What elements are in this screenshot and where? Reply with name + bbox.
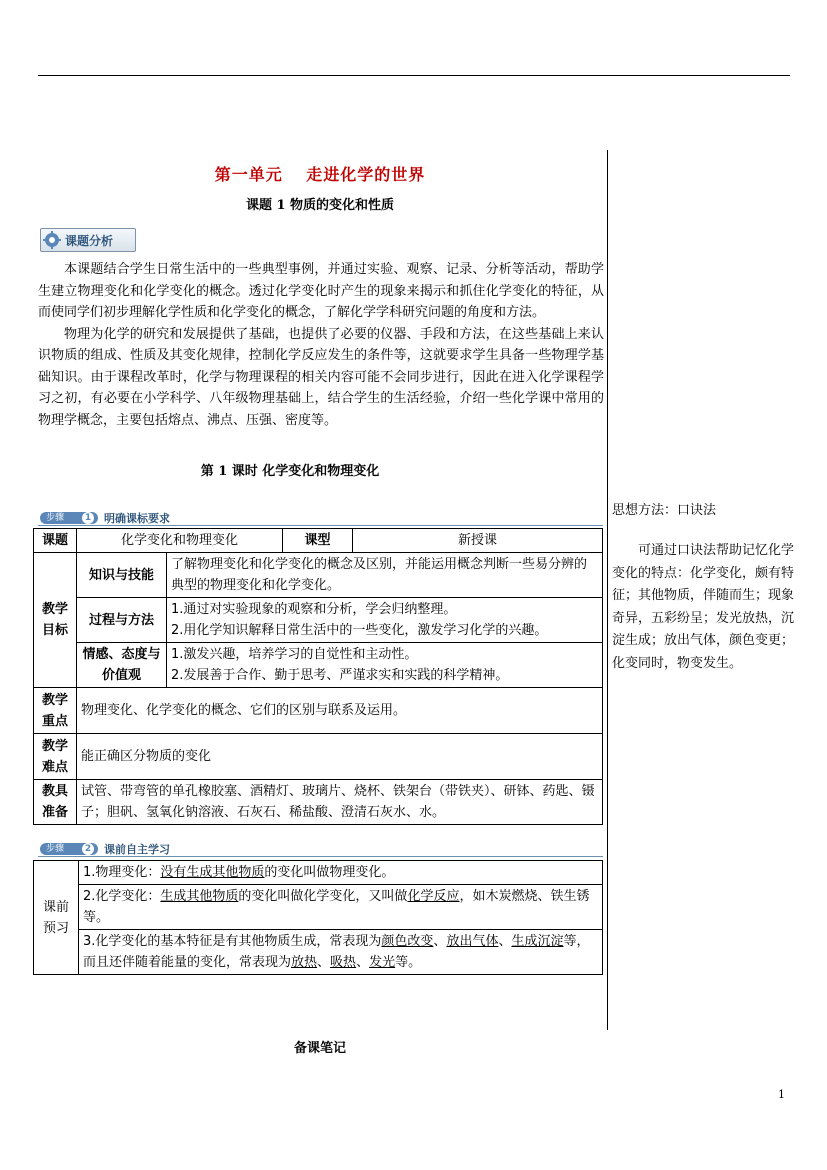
difficulty-label: 教学难点 (34, 734, 77, 780)
header-rule (38, 75, 790, 76)
intro-text (38, 259, 604, 431)
tools-value: 试管、带弯管的单孔橡胶塞、酒精灯、玻璃片、烧杯、铁架台（带铁夹）、研钵、药匙、镊子；胆矾、氢氧化钠溶液、石灰石、稀盐酸、澄清石灰水、水。 (77, 780, 603, 825)
preview-table (33, 860, 603, 975)
process-label: 过程与方法 (77, 598, 167, 643)
intro-paragraph-2: 物理为化学的研究和发展提供了基础，也提供了必要的仪器、手段和方法，在这些基础上来认识物质的组成、性质及其变化规律，控制化学反应发生的条件等，这就要求学生具备一些物理学基础知识。由于课程改革时，化学与物理课程的相关内容可能不会同步进行，因此在进入化学课程学习之初，有必要在小学科学、八年级物理基础上，结合学生的生活经验，介绍一些化学课中常用的物理学概念，主要包括熔点、沸点、压强、密度等。 (38, 326, 604, 428)
emotion-item-1: 1.激发兴趣，培养学习的自觉性和主动性。 (171, 647, 418, 662)
step-label: 课前自主学习 (104, 843, 170, 856)
answer-blank: 发光 (369, 955, 396, 970)
type-label: 课型 (283, 529, 353, 553)
step-pill: 步骤 (40, 512, 98, 524)
text: ，如木炭燃烧、铁生锈等。 (83, 889, 590, 925)
key-value: 物理变化、化学变化的概念、它们的区别与联系及运用。 (77, 688, 603, 734)
key-label: 教学重点 (34, 688, 77, 734)
tools-label: 教具准备 (34, 780, 77, 825)
step-2-header (38, 842, 603, 857)
answer-blank: 化学反应 (407, 889, 460, 904)
preview-label: 课前预习 (34, 861, 79, 975)
knowledge-label: 知识与技能 (77, 553, 167, 598)
sidebar-body: 可通过口诀法帮助记忆化学变化的特点：化学变化，颇有特征；其他物质，伴随而生；现象奇异，五彩纷呈；发光放热，沉淀生成；放出气体，颜色变更；化变同时，物变发生。 (612, 543, 795, 671)
text: 等，而且还伴随着能量的变化，常表现为 (83, 934, 590, 970)
process-value (167, 598, 603, 643)
preview-row-2 (79, 885, 603, 930)
answer-blank: 放出气体 (446, 934, 499, 949)
badge-label: 课题分析 (65, 234, 114, 248)
text: 、 (356, 955, 370, 970)
step-number: 2 (82, 843, 94, 855)
text: 、 (317, 955, 331, 970)
answer-blank: 没有生成其他物质 (160, 865, 265, 880)
emotion-label: 情感、态度与价值观 (77, 643, 167, 688)
lesson-plan-table (33, 528, 603, 825)
text: 2.化学变化： (83, 889, 161, 904)
step-pill: 步骤 (40, 843, 98, 855)
lesson-title: 第 1 课时 化学变化和物理变化 (200, 464, 380, 479)
answer-blank: 颜色改变 (381, 934, 434, 949)
gear-icon (43, 231, 61, 249)
difficulty-value: 能正确区分物质的变化 (77, 734, 603, 780)
emotion-item-2: 2.发展善于合作、勤于思考、严谨求实和实践的科学精神。 (171, 668, 509, 683)
answer-blank: 生成其他物质 (160, 889, 239, 904)
process-item-2: 2.用化学知识解释日常生活中的一些变化，激发学习化学的兴趣。 (171, 623, 548, 638)
unit-title: 第一单元 走进化学的世界 (214, 165, 426, 184)
emotion-value (167, 643, 603, 688)
type-value: 新授课 (353, 529, 603, 553)
text: 等。 (395, 955, 422, 970)
text: 、 (433, 934, 447, 949)
topic-title: 课题 1 物质的变化和性质 (245, 198, 395, 213)
preview-row-1 (79, 861, 603, 885)
answer-blank: 生成沉淀 (511, 934, 564, 949)
notes-label: 备课笔记 (293, 1041, 346, 1056)
answer-blank: 吸热 (330, 955, 357, 970)
margin-divider (607, 150, 608, 1030)
process-item-1: 1.通过对实验现象的观察和分析，学会归纳整理。 (171, 602, 457, 617)
text: 、 (498, 934, 512, 949)
intro-paragraph-1: 本课题结合学生日常生活中的一些典型事例，并通过实验、观察、记录、分析等活动，帮助学生建立物理变化和化学变化的概念。透过化学变化时产生的现象来揭示和抓住化学变化的特征，从而使同学们初步理解化学性质和化学变化的概念，了解化学学科研究问题的角度和方法。 (38, 262, 604, 320)
step-label: 明确课标要求 (104, 512, 170, 525)
preview-row-3 (79, 930, 603, 975)
section-badge (40, 228, 136, 252)
text: 的变化叫做化学变化，又叫做 (238, 889, 408, 904)
knowledge-value: 了解物理变化和化学变化的概念及区别，并能运用概念判断一些易分辨的典型的物理变化和化学变化。 (167, 553, 603, 598)
page-number: 1 (778, 1088, 785, 1101)
step-1-header (38, 511, 603, 526)
sidebar-heading: 思想方法：口诀法 (612, 503, 717, 518)
text: 3.化学变化的基本特征是有其他物质生成，常表现为 (83, 934, 382, 949)
topic-label: 课题 (34, 529, 77, 553)
goals-label: 教学目标 (34, 553, 77, 688)
step-number: 1 (82, 512, 94, 524)
sidebar-note (612, 540, 794, 675)
answer-blank: 放热 (291, 955, 318, 970)
topic-value: 化学变化和物理变化 (77, 529, 283, 553)
text: 的变化叫做物理变化。 (264, 865, 395, 880)
text: 1.物理变化： (83, 865, 161, 880)
